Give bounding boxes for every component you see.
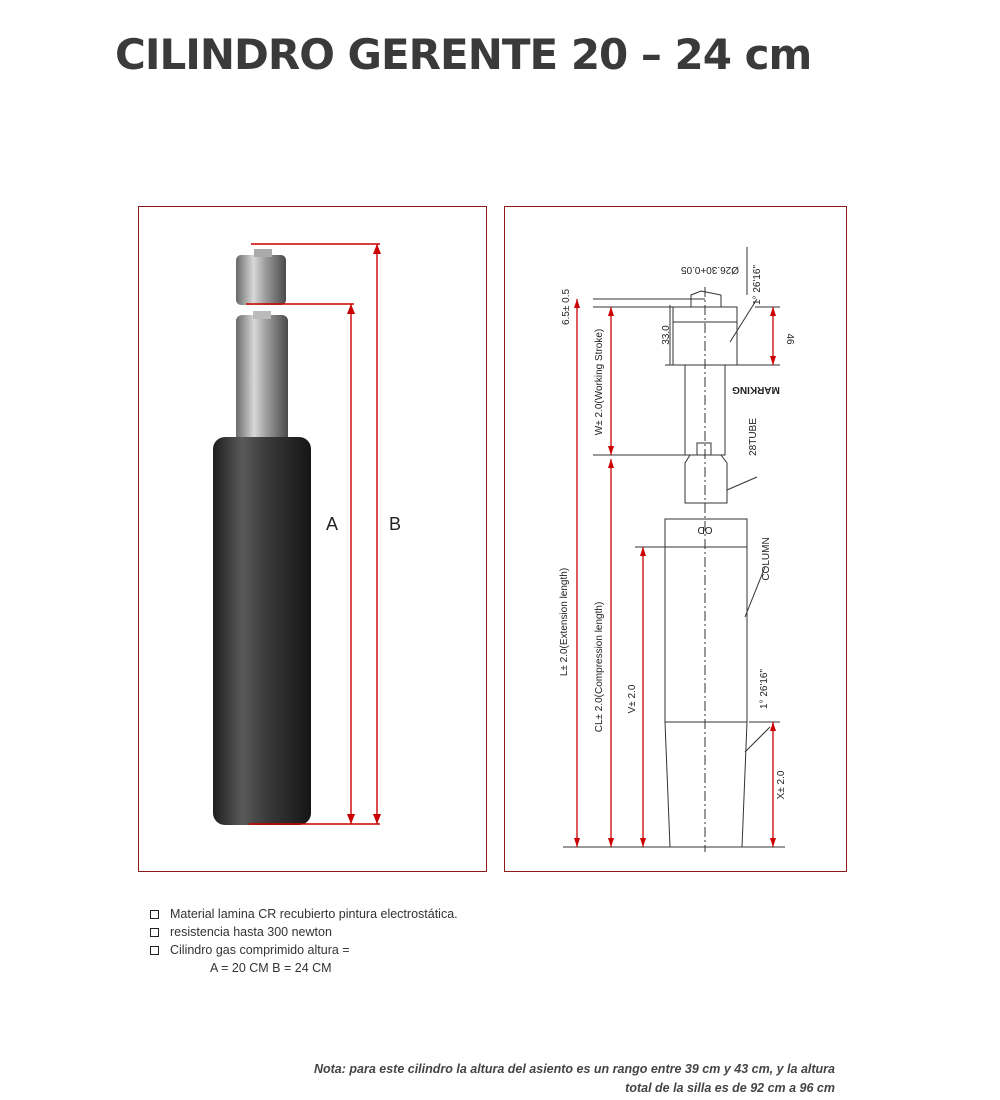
od-label: OD (697, 524, 713, 535)
dim-33-label: 33.0 (661, 325, 672, 345)
gas-cylinder-photo (139, 207, 488, 873)
label-b: B (389, 514, 402, 534)
working-stroke-label: W± 2.0(Working Stroke) (594, 328, 605, 436)
page-title: CILINDRO GERENTE 20 – 24 cm (115, 30, 812, 79)
checkbox-icon (150, 928, 159, 937)
extension-length-label: L± 2.0(Extension length) (559, 567, 570, 677)
dim-46-label: 46 (784, 333, 795, 345)
note-text: Nota: para este cilindro la altura del asiento es un rango entre 39 cm y 43 cm, y la altura total de la silla es de 92 cm a 96 cm (313, 1062, 835, 1095)
x-label: X± 2.0 (776, 770, 787, 800)
column-label: COLUMN (761, 537, 772, 581)
dimensions-values: A = 20 CM B = 24 CM (210, 961, 332, 975)
diameter-top-label: Ø26.30+0.05 (680, 264, 740, 275)
checkbox-icon (150, 910, 159, 919)
leader-lines (593, 247, 780, 752)
list-item: resistencia hasta 300 newton (150, 923, 458, 941)
angle-bottom-label: 1° 26'16" (759, 668, 770, 710)
technical-drawing-panel (504, 206, 847, 872)
list-item: Material lamina CR recubierto pintura electrostática. (150, 905, 458, 923)
cylinder-rod (236, 315, 288, 445)
compression-length-label: CL± 2.0(Compression length) (594, 601, 605, 733)
checkbox-icon (150, 946, 159, 955)
product-photo-panel (138, 206, 487, 872)
feature-list (150, 905, 458, 977)
angle-top-label: 1° 26'16" (752, 264, 763, 306)
dim-65-label: 6.5± 0.5 (561, 288, 572, 326)
tube-label: 28TUBE (748, 418, 759, 456)
v-label: V± 2.0 (627, 684, 638, 714)
cylinder-body (213, 437, 311, 825)
label-a: A (326, 514, 339, 534)
marking-label: MARKING (732, 384, 780, 395)
cylinder-technical-drawing (505, 207, 848, 873)
cylinder-cap (236, 255, 286, 305)
list-item: Cilindro gas comprimido altura = (150, 941, 458, 959)
